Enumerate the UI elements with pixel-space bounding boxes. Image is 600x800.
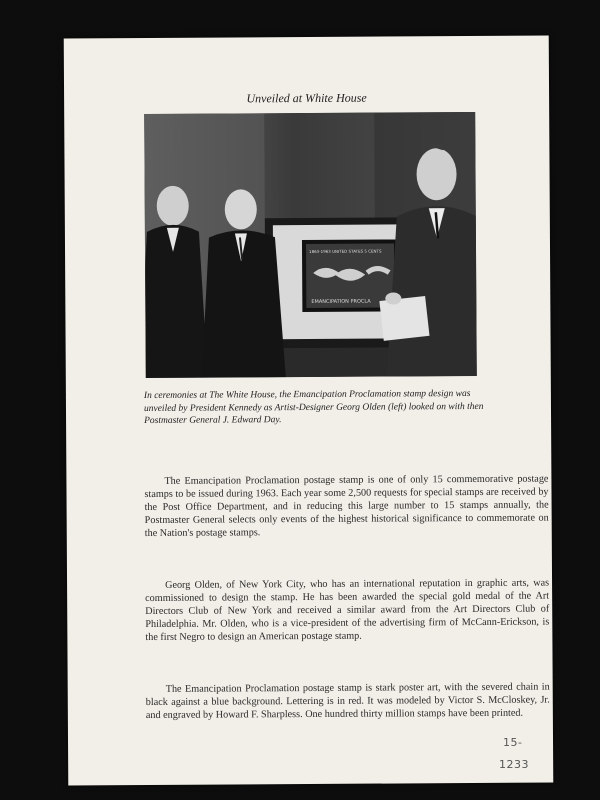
ceremony-photo-image — [144, 112, 477, 378]
handwritten-number: 1233 — [499, 758, 529, 771]
handwritten-price: 15- — [503, 736, 523, 749]
commemorative-card — [64, 36, 554, 786]
paragraph-designer: Georg Olden, of New York City, who has an international reputation in graphic arts, was commissioned to design the stamp. He has been awarded the special gold medal of the Art Directors Club of New York and received a similar award from the Art Directors Club of Philadelphia. Mr. Olden, who is a vice-president of the advertising firm of McCann-Erickson, is the first Negro to design an American postage stamp. — [145, 577, 550, 643]
paragraph-stamp-art: The Emancipation Proclamation postage stamp is stark poster art, with the severed chain in black against a blue background. Lettering is in red. It was modeled by Victor S. McCloskey, Jr. and engraved by Howard F. Sharpless. One hundred thirty million stamps have been printed. — [145, 681, 550, 721]
paragraph-stamp-issue: The Emancipation Proclamation postage stamp is one of only 15 commemorative postage stamps to be issued during 1963. Each year some 2,500 requests for special stamps are received by the Post Office Department, and in reducing this large number to 15 stamps annually, the Postmaster General selects only events of the highest historical significance to commemorate on the Nation's postage stamps. — [144, 473, 549, 539]
photo-caption: In ceremonies at The White House, the Emancipation Proclamation stamp design was unveiled by President Kennedy as Artist-Designer Georg Olden (left) looked on with then Postmaster General J. Edward Day. — [143, 389, 484, 427]
card-title: Unveiled at White House — [246, 90, 367, 106]
stamp-bottom-text: EMANCIPATION PROCLA — [311, 298, 371, 305]
stamp-top-text: 1863-1963 UNITED STATES 5 CENTS — [309, 248, 382, 254]
ceremony-photo — [144, 112, 477, 378]
